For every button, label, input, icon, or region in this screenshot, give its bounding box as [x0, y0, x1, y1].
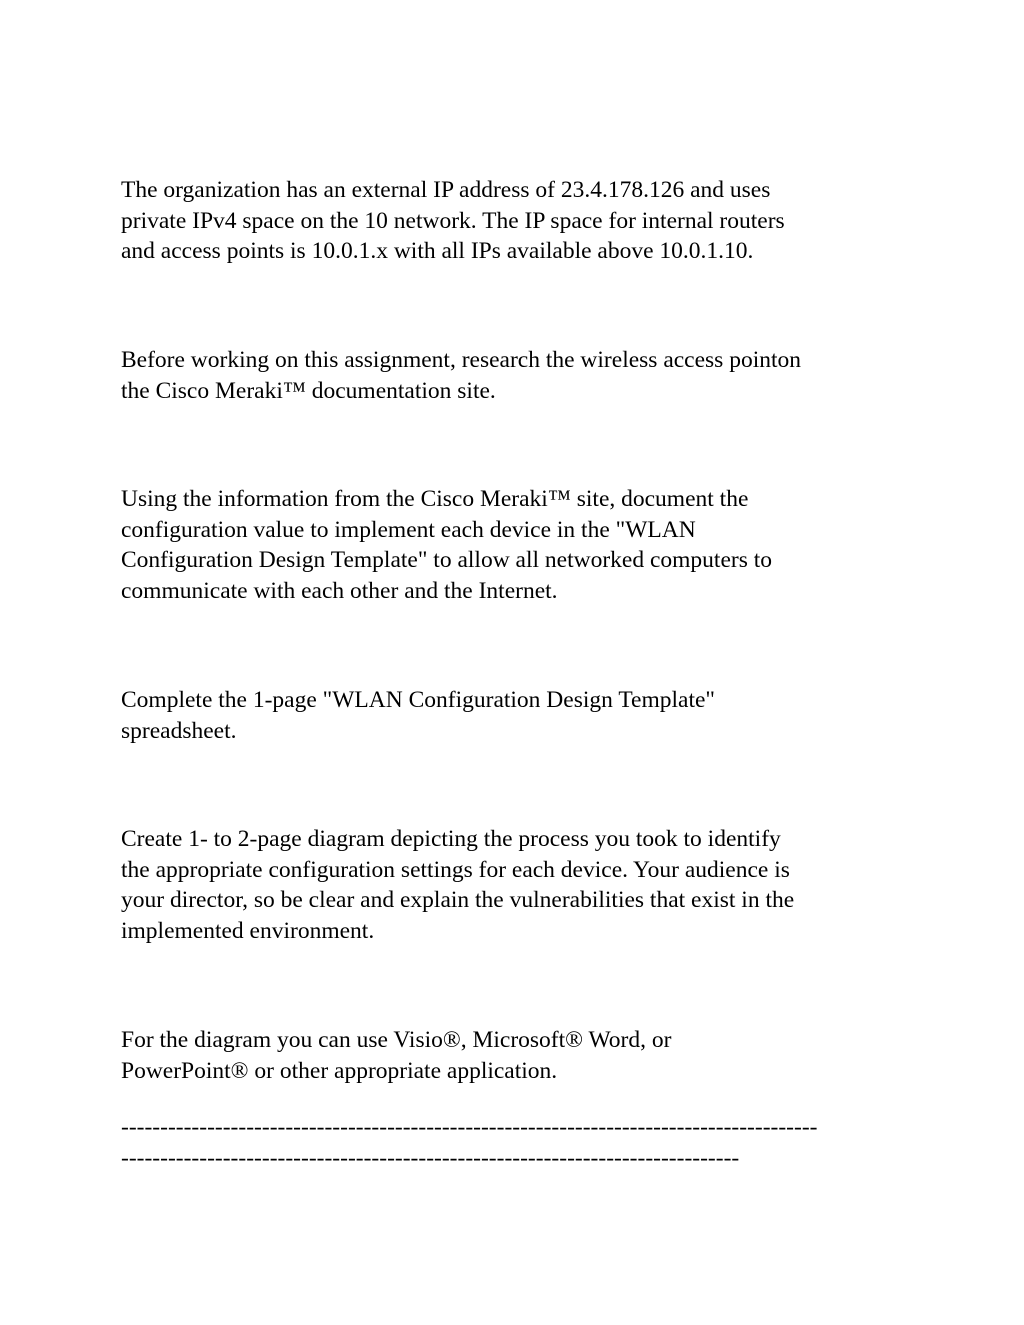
text-line: The organization has an external IP address of 23.4.178.126 and uses [121, 177, 771, 203]
text-line: communicate with each other and the Internet. [121, 577, 558, 604]
text-line: configuration value to implement each device in the "WLAN [121, 516, 696, 543]
text-line: implemented environment. [121, 917, 375, 944]
paragraph-template-task [121, 685, 911, 746]
paragraph-documentation-task [121, 484, 911, 606]
text-line: For the diagram you can use Visio®, Microsoft® Word, or [121, 1027, 672, 1053]
text-line: the appropriate configuration settings for each device. Your audience is [121, 856, 790, 883]
separator-line: ----------------------------------------------------------------------------------------- [121, 1114, 818, 1140]
text-line: the Cisco Meraki™ documentation site. [121, 377, 496, 404]
text-line: private IPv4 space on the 10 network. The IP space for internal routers [121, 207, 785, 234]
paragraph-network-info [121, 175, 911, 267]
text-line: your director, so be clear and explain the vulnerabilities that exist in the [121, 887, 795, 914]
text-line: Configuration Design Template" to allow all networked computers to [121, 547, 773, 574]
text-line: Before working on this assignment, research the wireless access pointon [121, 347, 802, 373]
text-line: PowerPoint® or other appropriate application. [121, 1057, 558, 1084]
text-line: Using the information from the Cisco Meraki™ site, document the [121, 486, 749, 512]
paragraph-diagram-tools [121, 1025, 911, 1086]
paragraph-diagram-task [121, 824, 911, 946]
separator-rule [121, 1112, 911, 1173]
paragraph-research-instructions [121, 345, 911, 406]
text-line: Complete the 1-page "WLAN Configuration Design Template" [121, 687, 716, 713]
separator-line: ------------------------------------------------------------------------------- [121, 1144, 740, 1171]
text-line: and access points is 10.0.1.x with all IPs available above 10.0.1.10. [121, 238, 754, 265]
text-line: spreadsheet. [121, 717, 237, 744]
text-line: Create 1- to 2-page diagram depicting the process you took to identify [121, 826, 781, 852]
